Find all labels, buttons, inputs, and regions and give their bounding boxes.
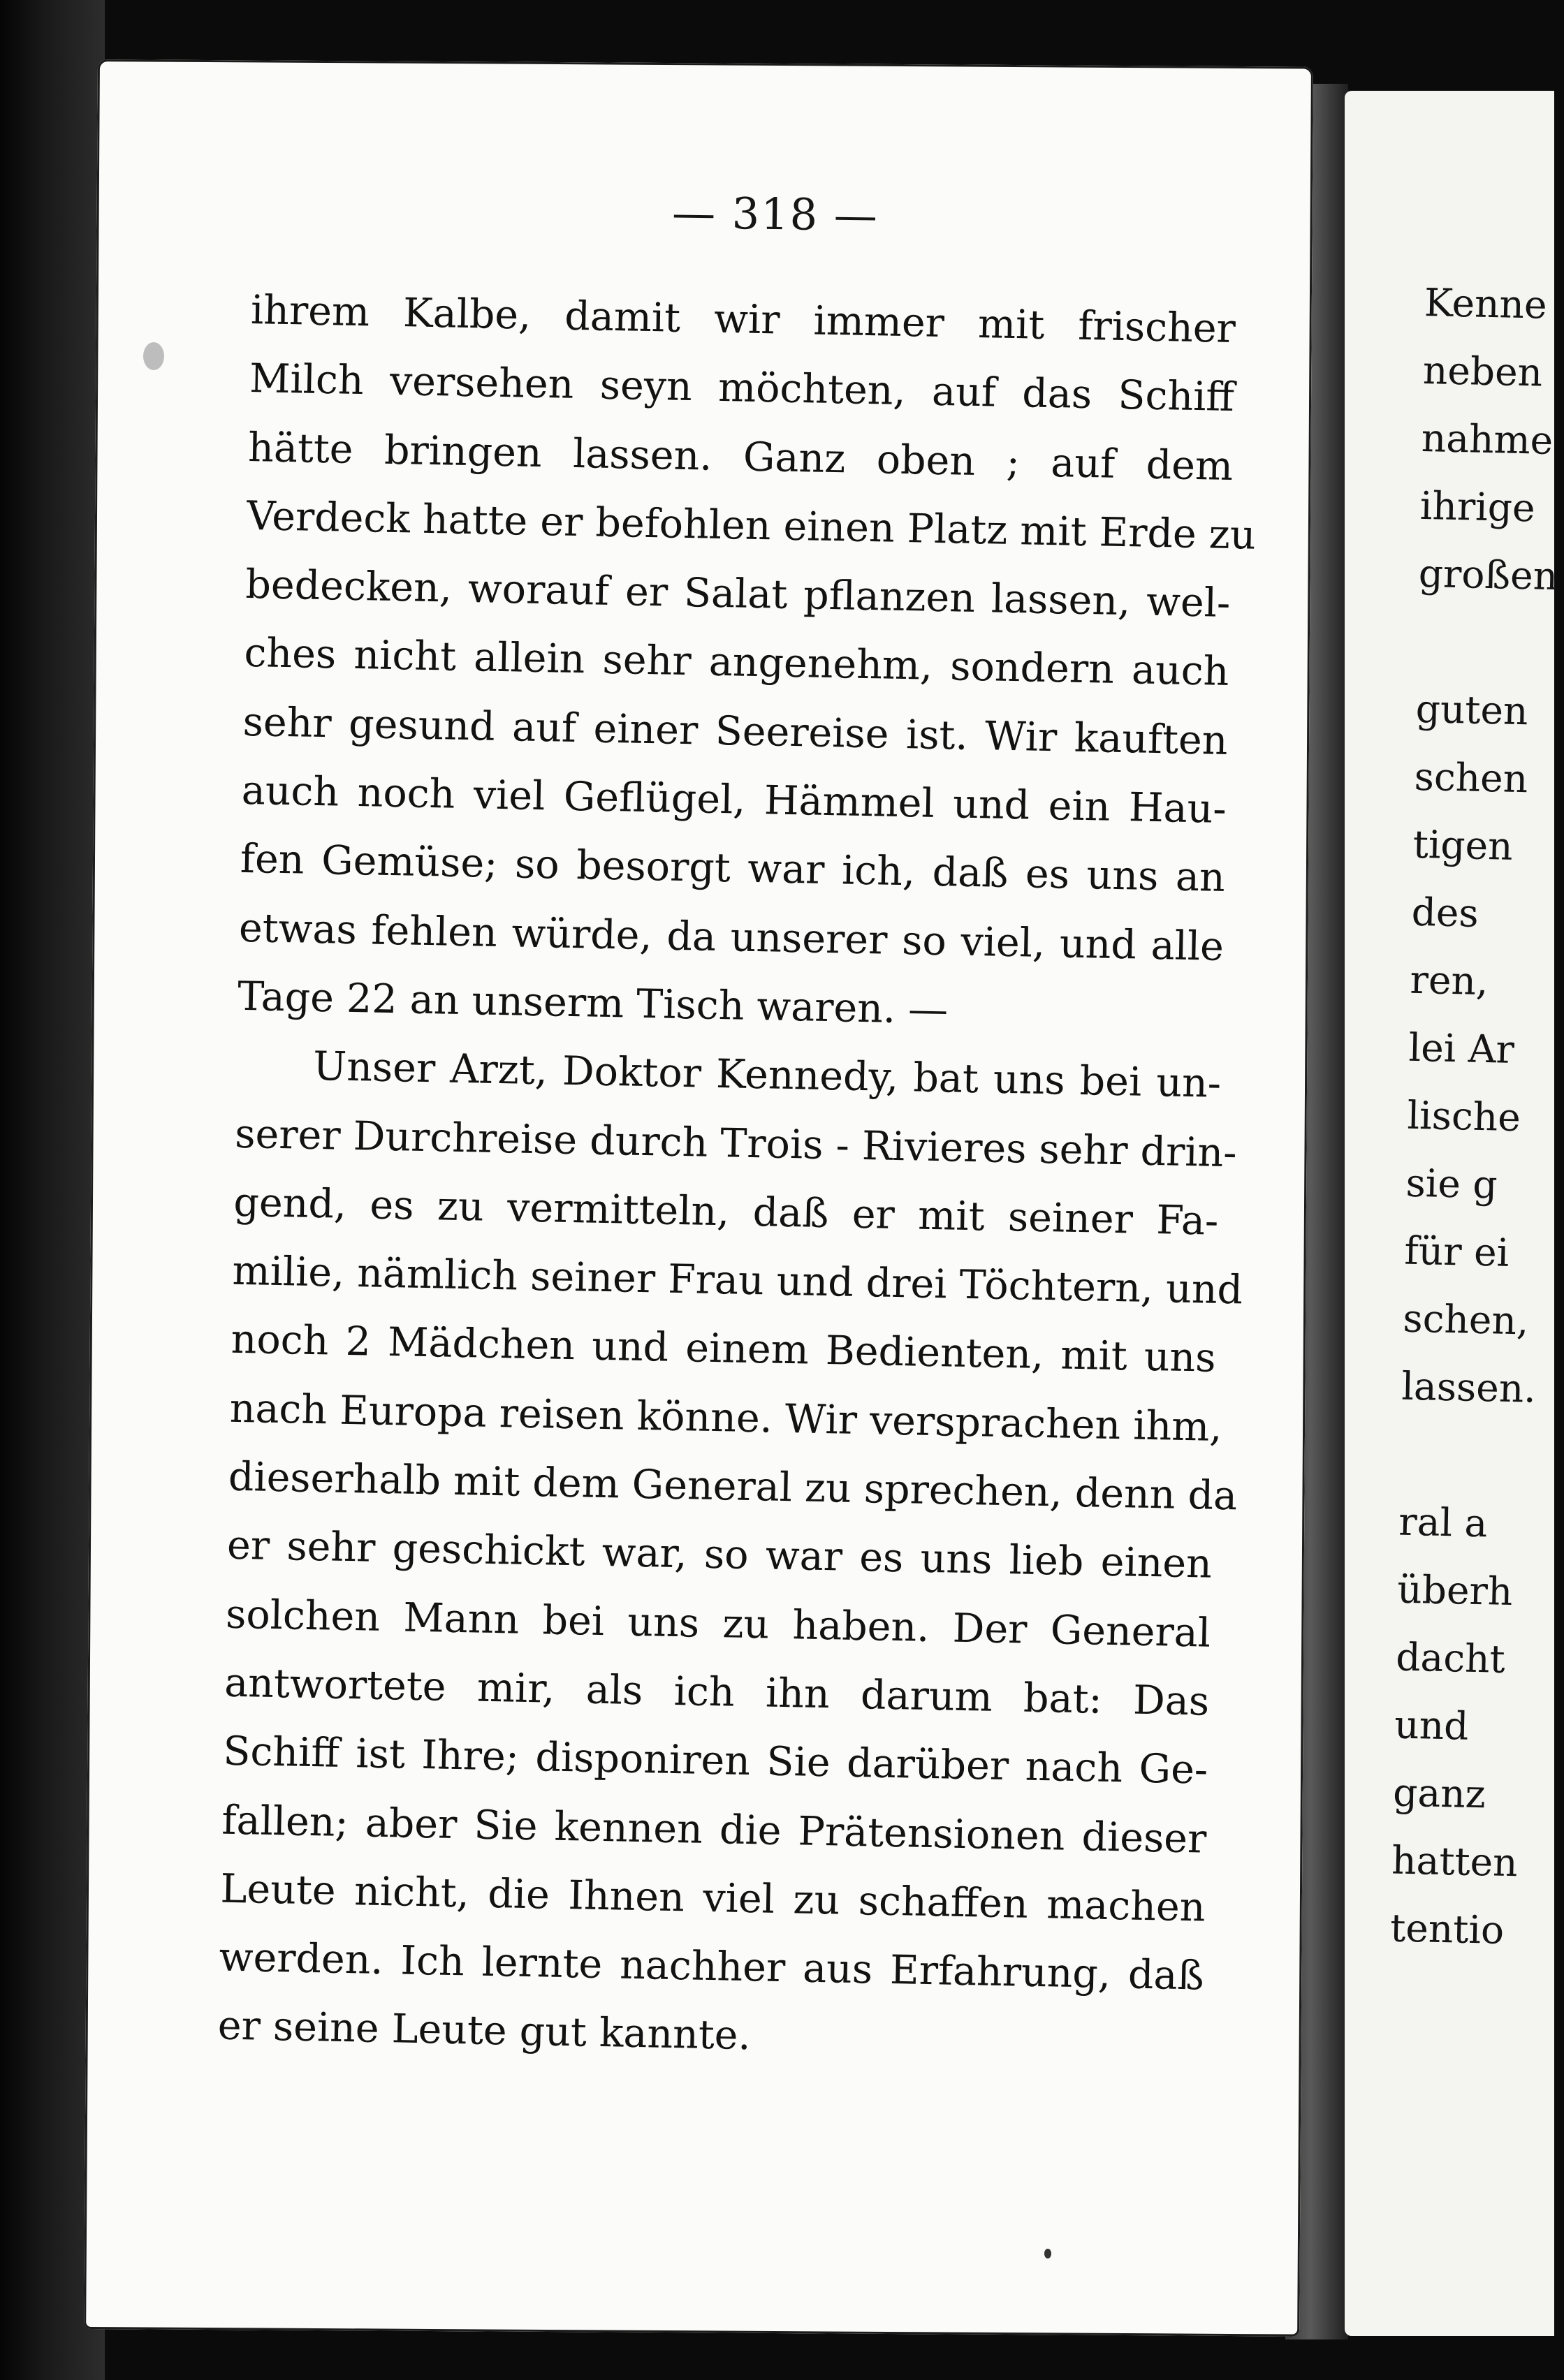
facing-text-line: für ei <box>1403 1228 1510 1275</box>
facing-text-line: hatten <box>1391 1837 1519 1886</box>
facing-text-line <box>1399 1420 1526 1491</box>
facing-text-line: und <box>1394 1702 1470 1749</box>
facing-text-line: großen <box>1418 550 1558 599</box>
page-number: — 318 — <box>671 186 879 242</box>
text-line: noch 2 Mädchen und einem Bedienten, mit uns <box>231 1316 1217 1382</box>
facing-text-line: lassen. <box>1401 1363 1537 1411</box>
text-line: Leute nicht, die Ihnen viel zu schaffen machen <box>220 1865 1206 1931</box>
facing-text-line: sie g <box>1405 1160 1498 1207</box>
text-line: sehr gesund auf einer Seereise ist. Wir kauften <box>242 698 1229 764</box>
text-line: fen Gemüse; so besorgt war ich, daß es uns an <box>240 836 1226 902</box>
facing-text-line: tentio <box>1389 1905 1505 1953</box>
facing-text-line: ren, <box>1410 957 1489 1004</box>
body-text <box>217 276 1257 2079</box>
text-line: nach Europa reisen könne. Wir versprachen ihm, <box>229 1385 1223 1450</box>
text-line: antwortete mir, als ich ihn darum bat: Das <box>224 1659 1210 1725</box>
text-line: hätte bringen lassen. Ganz oben ; auf dem <box>247 424 1234 490</box>
facing-text-line: dacht <box>1395 1634 1506 1682</box>
text-line: etwas fehlen würde, da unserer so viel, und alle <box>238 904 1225 970</box>
paper-speck <box>143 342 164 370</box>
facing-text-line: lische <box>1406 1092 1521 1140</box>
ink-dot <box>1044 2249 1051 2258</box>
text-line: fallen; aber Sie kennen die Prätensionen dieser <box>221 1797 1207 1863</box>
facing-text-line: neben <box>1422 347 1543 395</box>
facing-text-line <box>1417 608 1544 678</box>
facing-text-line: nahme <box>1421 415 1554 463</box>
facing-text-line: guten <box>1415 686 1529 734</box>
facing-text-line: schen, <box>1402 1295 1530 1344</box>
text-line: serer Durchreise durch Trois - Rivieres sehr drin- <box>234 1110 1238 1176</box>
text-line: solchen Mann bei uns zu haben. Der General <box>225 1591 1211 1657</box>
facing-text-line: des <box>1411 889 1479 936</box>
text-line: milie, nämlich seiner Frau und drei Töchtern, und <box>232 1247 1243 1314</box>
facing-text-line: ihrige <box>1419 483 1536 531</box>
text-line: ches nicht allein sehr angenehm, sondern auch <box>243 630 1229 696</box>
text-line: er sehr geschickt war, so war es uns lieb einen <box>226 1522 1213 1588</box>
facing-text-line: lei Ar <box>1408 1024 1515 1072</box>
text-line: auch noch viel Geflügel, Hämmel und ein Hau- <box>241 767 1227 833</box>
text-line: Milch versehen seyn möchten, auf das Schiff <box>249 355 1235 421</box>
text-line: dieserhalb mit dem General zu sprechen, denn da <box>228 1453 1238 1520</box>
facing-text-line: schen <box>1414 754 1528 802</box>
text-line: werden. Ich lernte nachher aus Erfahrung, daß <box>219 1934 1205 1999</box>
facing-text-line: Kenne <box>1424 279 1548 328</box>
text-line: gend, es zu vermitteln, daß er mit seiner Fa- <box>233 1179 1219 1244</box>
text-line: Tage 22 an unserm Tisch waren. — <box>237 973 949 1034</box>
text-line: Unser Arzt, Doktor Kennedy, bat uns bei un- <box>312 1043 1222 1108</box>
facing-text-line: tigen <box>1412 821 1514 869</box>
text-line: Schiff ist Ihre; disponiren Sie darüber nach Ge- <box>222 1728 1208 1793</box>
facing-text-line: ganz <box>1392 1770 1486 1817</box>
text-line: bedecken, worauf er Salat pflanzen lassen, wel- <box>244 561 1231 627</box>
text-line: ihrem Kalbe, damit wir immer mit frischer <box>250 286 1236 353</box>
text-line: Verdeck hatte er befohlen einen Platz mit Erde zu <box>246 492 1257 559</box>
facing-text-line: ral a <box>1398 1499 1489 1546</box>
text-line: er seine Leute gut kannte. <box>217 2002 752 2059</box>
facing-text-line: überh <box>1396 1566 1513 1615</box>
